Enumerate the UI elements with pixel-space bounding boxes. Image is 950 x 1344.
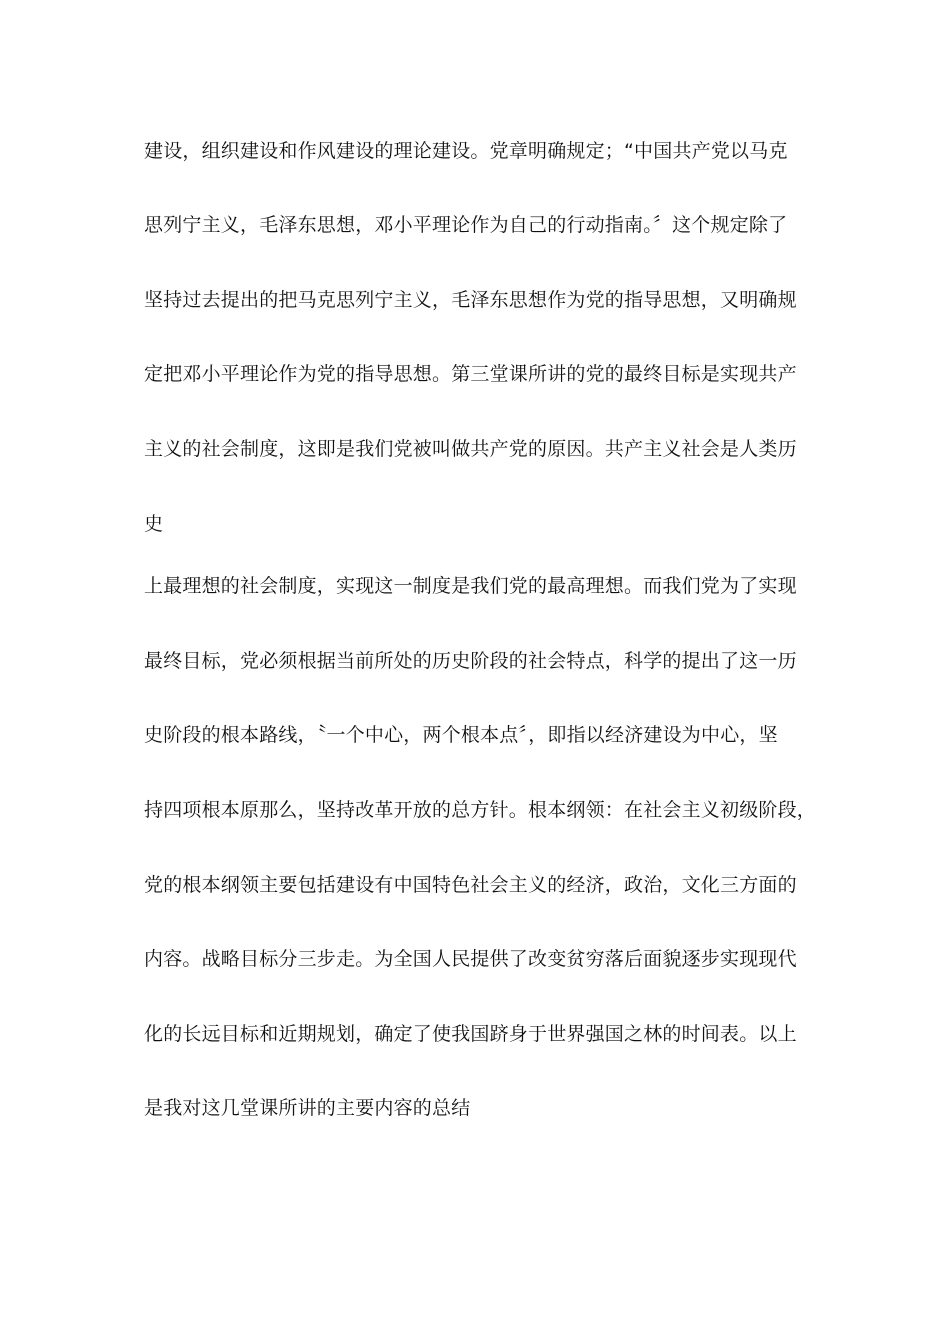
text-line: 定把邓小平理论作为党的指导思想。第三堂课所讲的党的最终目标是实现共产 xyxy=(144,363,797,385)
text-line: 党的根本纲领主要包括建设有中国特色社会主义的经济，政治，文化三方面的 xyxy=(144,874,797,896)
text-line: 上最理想的社会制度，实现这一制度是我们党的最高理想。而我们党为了实现 xyxy=(144,575,797,597)
text-line: 建设，组织建设和作风建设的理论建设。党章明确规定；“中国共产党以马克 xyxy=(144,140,788,162)
text-line: 持四项根本原那么，坚持改革开放的总方针。根本纲领：在社会主义初级阶段， xyxy=(144,799,817,821)
text-line: 最终目标，党必须根据当前所处的历史阶段的社会特点，科学的提出了这一历 xyxy=(144,650,797,672)
text-line: 是我对这几堂课所讲的主要内容的总结 xyxy=(144,1097,471,1119)
text-line: 史阶段的根本路线，〝一个中心，两个根本点〞，即指以经济建设为中心，坚 xyxy=(144,724,778,746)
text-line: 思列宁主义，毛泽东思想，邓小平理论作为自己的行动指南。〞这个规定除了 xyxy=(144,214,788,236)
text-line: 主义的社会制度，这即是我们党被叫做共产党的原因。共产主义社会是人类历 xyxy=(144,438,797,460)
text-line: 史 xyxy=(144,513,164,535)
text-line: 内容。战略目标分三步走。为全国人民提供了改变贫穷落后面貌逐步实现现代 xyxy=(144,948,797,970)
text-line: 坚持过去提出的把马克思列宁主义，毛泽东思想作为党的指导思想，又明确规 xyxy=(144,289,797,311)
text-line: 化的长远目标和近期规划，确定了使我国跻身于世界强国之林的时间表。以上 xyxy=(144,1023,797,1045)
